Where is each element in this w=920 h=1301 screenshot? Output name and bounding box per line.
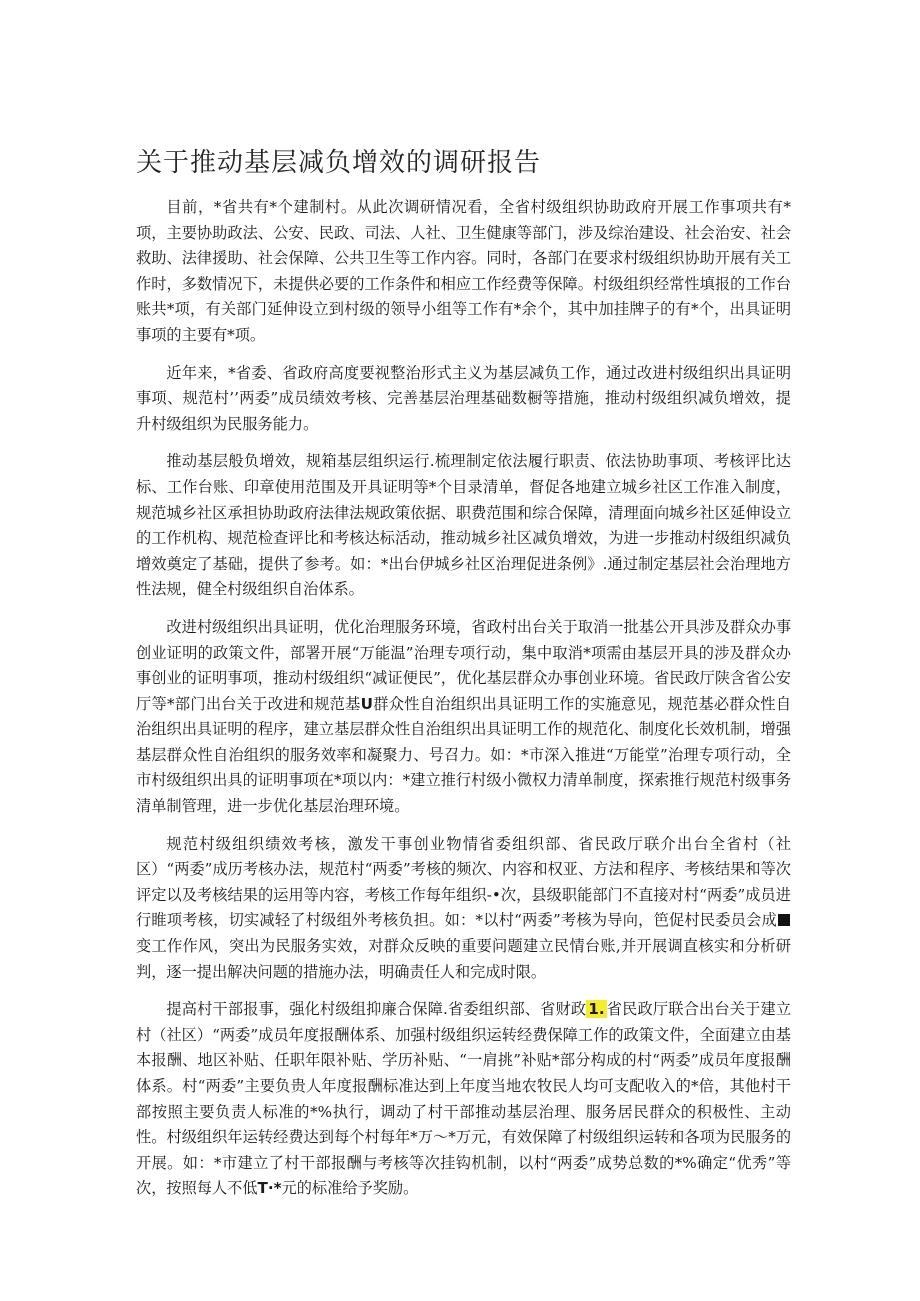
- paragraph-operations: 推动基层般负增效，规箱基层组织运行.梳理制定依法履行职责、依法协助事项、考核评比达标、工作台账、印章使用范围及开具证明等*个目录清单，督促各地建立城乡社区工作准入制度，规范城乡社区承担协助政府法律法规政策依据、职费范围和综合保障，清理面向城乡社区延伸设立的工作机构、规范检查评比和考核达标活动，推动城乡社区减负增效，为进一步推动村级组织减负增效奠定了基础，提供了参考。如：*出台伊城乡社区治理促进条例》.通过制定基层社会治理地方性法规，健全村级组织自治体系。: [136, 452, 791, 599]
- paragraph-remuneration-bold: T·*: [257, 1179, 282, 1198]
- paragraph-background: 近年来，*省委、省政府高度要视整治形式主义为基层减负工作，通过改进村级组织出具证明事项、规范村’’两委”成员绩效考核、完善基层治理基础数橱等措施，推动村级组织减负增效，提升村级组织为民服务能力。: [136, 363, 791, 433]
- paragraph-certificates-part2: 群众性自治组织出具证明工作的实施意见，规范基必群众性自治组织出具证明的程序，建立基层群众性自治组织出具证明工作的规范化、制度化长效机制，增强基层群众性自治组织的服务效率和凝聚力、号召力。如：*市深入推进“万能堂”治理专项行动，全市村级组织出具的证明事项在*项以内：*建立推行村级小微权力清单制度，探索推行规范村级事务清单制管理，进一步优化基层治理环境。: [136, 694, 792, 816]
- paragraph-certificates-glyph: U: [360, 694, 373, 713]
- paragraph-certificates-part1: 改进村级组织出具证明，优化治理服务环境，省政村出台关于取消一批基公开具涉及群众办事创业证明的政策文件，部署开展“万能温”治理专项行动，集中取消*项需由基层开具的涉及群众办事创业的证明事项，推动村级组织“减证便民”，优化基层群众办事创业环境。省民政厅陕含省公安厅等*部门出台关于改进和规范基: [136, 617, 791, 713]
- paragraph-assessment-part2: 变工作作风，突出为民服务实效，对群众反映的重要问题建立民情台账,并开展调直核实和分析研判，逐一提出解决问题的措施办法，明确责任人和完成时限。: [136, 937, 791, 981]
- document-title: 关于推动基层减负增效的调研报告: [136, 148, 542, 178]
- black-square-mark: [778, 914, 790, 926]
- paragraph-certificates: [136, 615, 791, 820]
- paragraph-remuneration-part1: 提高村干部报事，强化村级组抑廉合保障.省委组织部、省财政: [166, 1000, 587, 1019]
- paragraph-overview: 目前，*省共有*个建制村。从此次调研情况看，全省村级组织协助政府开展工作事项共有*项，主要协助政法、公安、民政、司法、人社、卫生健康等部门，涉及综治建设、社会治安、社会救助、法律援助、社会保障、公共卫生等工作内容。同时，各部门在要求村级组织协助开展有关工作时，多数情况下，未提供必要的工作条件和相应工作经费等保障。村级组织经常性填报的工作台账共*项，有关部门延伸设立到村级的领导小组等工作有*余个，其中加挂牌子的有*个，出具证明事项的主要有*项。: [136, 198, 791, 344]
- paragraph-remuneration: [136, 997, 791, 1202]
- paragraph-assessment: [136, 832, 791, 986]
- paragraph-remuneration-part3: 元的标准给予奖励。: [281, 1179, 419, 1198]
- paragraph-remuneration-part2: 省民政厅联合出台关于建立村（社区）“两委”成员年度报酬体系、加强村级组织运转经费保障工作的政策文件，全面建立由基本报酬、地区补贴、任职年限补贴、学历补贴、“一肩挑”补贴*部分构成的村“两委”成员年度报酬体系。村“两委”主要负贵人年度报酬标准达到上年度当地农牧民人均可支配收入的*倍，其他村干部按照主要负责人标准的*%执行，调动了村干部推动基层治理、服务居民群众的积极性、主动性。村级组织年运转经费达到每个村每年*万～*万元，有效保障了村级组织运转和各项为民服务的开展。如：*市建立了村干部报酬与考核等次挂钩机制，以村“两委”成势总数的*%确定“优秀”等次，按照每人不低: [136, 1000, 792, 1198]
- highlighted-mark: 1.: [588, 1000, 605, 1019]
- document-body: [136, 195, 791, 1214]
- paragraph-assessment-part1: 规范村级组织绩效考核，激发干事创业物情省委组织部、省民政厅联介出台全省村（社区）“两委”成历考核办法，规范村“两委”考核的频次、内容和权亚、方法和程序、考核结果和等次评定以及考核结果的运用等内容，考核工作每年组织-•次，县级职能部门不直接对村“两委”成员进行睢项考核，切实减轻了村级组外考核负担。如：*以村“两委”考核为导向，笆促村民委员会成: [136, 834, 791, 930]
